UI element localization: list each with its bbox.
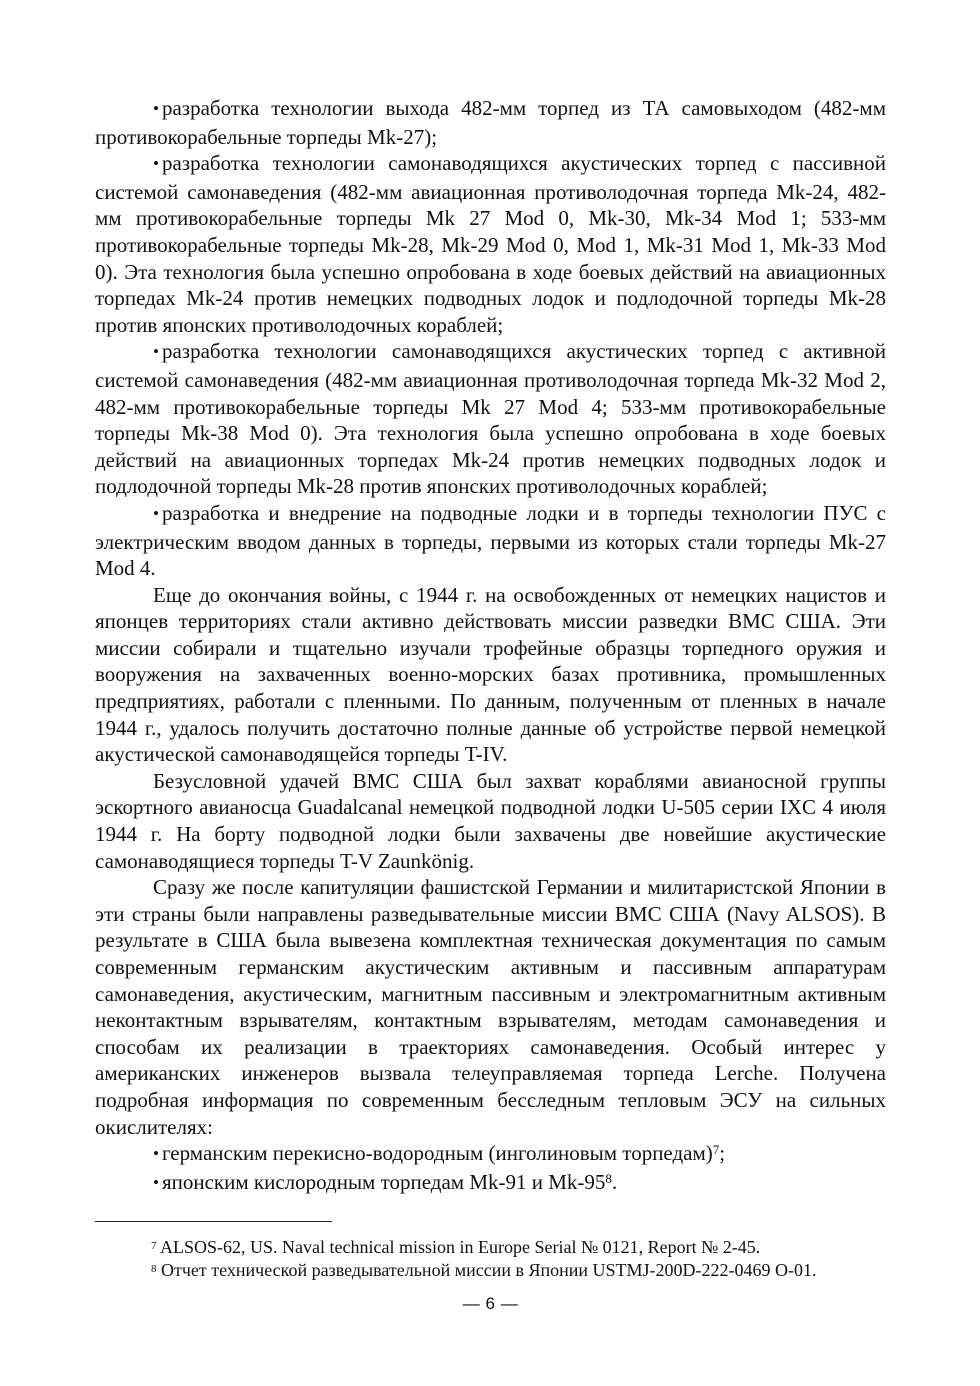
paragraph-bullet-3 [95, 338, 886, 500]
footnote-ref[interactable]: 7 [712, 1142, 720, 1158]
paragraph-text: германским перекисно-водородным (инголиновым торпедам) [161, 1141, 713, 1166]
paragraph-alsos [95, 874, 886, 1140]
footnote-mark: 8 [151, 1263, 157, 1276]
paragraph-text: разработка и внедрение на подводные лодки и в торпеды технологии ПУС с электрическим вводом данных в торпеды, первыми из которых стали торпеды Mk-27 Mod 4. [95, 500, 886, 581]
paragraph-bullet-peroxide [95, 1140, 886, 1169]
paragraph-text: Безусловной удачей ВМС США был захват кораблями авианосной группы эскортного авианосца Guadalcanal немецкой подводной лодки U-505 серии IXC 4 июля 1944 г. На борту подводной лодки были захвачены две новейшие акустические самонаводящиеся торпеды T-V Zaunkönig. [95, 768, 886, 873]
paragraph-bullet-oxygen [95, 1169, 886, 1198]
bullet-icon: • [153, 1172, 159, 1192]
footnote-text: Отчет технической разведывательной миссии в Японии USTMJ-200D-222-0469 O-01. [161, 1260, 817, 1281]
paragraph-text: Сразу же после капитуляции фашистской Германии и милитаристской Японии в эти страны были направлены разведывательные миссии ВМС США (Navy ALSOS). В результате в США была вывезена комплектная техническая документация по самым современным германским акустическим активным и пассивным аппаратурам самонаведения, акустическим, магнитным пассивным и электромагнитным активным неконтактным взрывателям, контактным взрывателям, методам самонаведения и способам их реализации в траекториях самонаведения. Особый интерес у американских инженеров вызвала телеуправляемая торпеда Lerche. Получена подробная информация по современным бесследным тепловым ЭСУ на сильных окислителях: [95, 875, 886, 1139]
paragraph-text: разработка технологии выхода 482-мм торпед из ТА самовыходом (482-мм противокорабельные торпеды Mk-27); [95, 96, 886, 149]
bullet-icon: • [153, 99, 159, 118]
paragraph-bullet-4 [95, 500, 886, 582]
bullet-icon: • [153, 154, 159, 174]
paragraph-text: Еще до окончания войны, с 1944 г. на освобожденных от немецких нацистов и японцев территориях стали активно действовать миссии разведки ВМС США. Эти миссии собирали и тщательно изучали трофейные образцы торпедного оружия и вооружения на захваченных военно-морских базах противника, промышленных предприятиях, работали с пленными. По данным, полученным от пленных в начале 1944 г., удалось получить достаточно полные данные об устройстве первой немецкой акустической самонаводящейся торпеды T-IV. [95, 582, 886, 767]
paragraph-text: разработка технологии самонаводящихся акустических торпед с пассивной системой самонаведения (482-мм авиационная противолодочная торпеда Mk-24, 482-мм противокорабельные торпеды Mk 27 Mod 0, Mk-30, Mk-34 Mod 1; 533-мм противокорабельные торпеды Mk-28, Mk-29 Mod 0, Mod 1, Mk-31 Mod 1, Mk-33 Mod 0). Эта технология была успешно опробована в ходе боевых действий на авиационных торпедах Mk-24 против немецких подводных лодок и подлодочной торпеды Mk-28 против японских противолодочных кораблей; [95, 151, 886, 337]
bullet-icon: • [153, 1144, 159, 1164]
footnote-divider [95, 1221, 332, 1222]
paragraph-u505 [95, 768, 886, 874]
bullet-icon: • [153, 342, 159, 362]
paragraph-bullet-2 [95, 150, 886, 338]
footnote-8 [95, 1259, 886, 1282]
paragraph-tail: ; [719, 1141, 726, 1166]
paragraph-missions [95, 582, 886, 768]
footnote-mark: 7 [151, 1240, 157, 1253]
footnote-text: ALSOS-62, US. Naval technical mission in Europe Serial № 0121, Report № 2-45. [160, 1237, 761, 1258]
bullet-icon: • [153, 503, 159, 523]
paragraph-text: японским кислородным торпедам Mk-91 и Mk-95 [161, 1169, 606, 1194]
paragraph-text: разработка технологии самонаводящихся акустических торпед с активной системой самонаведения (482-мм авиационная противолодочная торпеда Mk-32 Mod 2, 482-мм противокорабельные торпеды Mk 27 Mod 4; 533-мм противокорабельные торпеды Mk-38 Mod 0). Эта технология была успешно опробована в ходе боевых действий на авиационных торпедах Mk-24 против немецких подводных лодок и подлодочной торпеды Mk-28 против японских противолодочных кораблей; [95, 339, 886, 499]
page-number: — 6 — [462, 1294, 519, 1314]
footnote-ref[interactable]: 8 [605, 1170, 612, 1186]
paragraph-tail: . [611, 1169, 618, 1194]
paragraph-bullet-1 [95, 95, 886, 150]
body-text [95, 95, 886, 1197]
footnotes [95, 1236, 886, 1282]
footnote-7 [95, 1236, 886, 1259]
